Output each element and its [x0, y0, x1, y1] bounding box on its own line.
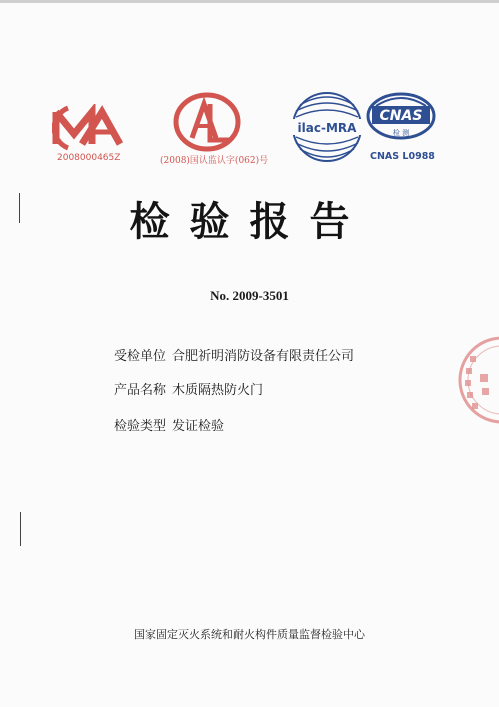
cal-logo: [172, 92, 242, 152]
page-title: 检验报告: [129, 199, 370, 245]
field-value: 合肥祈明消防设备有限责任公司: [172, 349, 355, 364]
issuing-organization: 国家固定灭火系统和耐火构件质量监督检验中心: [134, 628, 365, 641]
scan-mark: [20, 512, 21, 546]
cal-code: (2008)国认监认字(062)号: [160, 156, 269, 166]
field-label: 检验类型: [114, 419, 167, 434]
cnas-text: CNAS: [379, 108, 423, 124]
cnas-logo: [366, 92, 436, 148]
report-number: No. 2009-3501: [210, 288, 289, 303]
scan-edge: [0, 0, 499, 3]
ilac-mra-logo: [290, 89, 364, 165]
cma-logo: [52, 104, 124, 152]
field-label: 产品名称: [114, 383, 167, 398]
cma-code: 2008000465Z: [57, 153, 121, 163]
cnas-sub-text: 检 测: [392, 129, 410, 137]
field-value: 发证检验: [172, 419, 225, 434]
field-product-name: [114, 379, 263, 398]
official-seal: [452, 330, 499, 430]
field-inspection-type: [114, 415, 224, 434]
ilac-mra-text: ilac-MRA: [297, 121, 357, 135]
field-inspected-unit: [114, 345, 354, 364]
cnas-code: CNAS L0988: [370, 151, 435, 162]
field-label: 受检单位: [114, 349, 167, 364]
field-value: 木质隔热防火门: [172, 383, 264, 398]
